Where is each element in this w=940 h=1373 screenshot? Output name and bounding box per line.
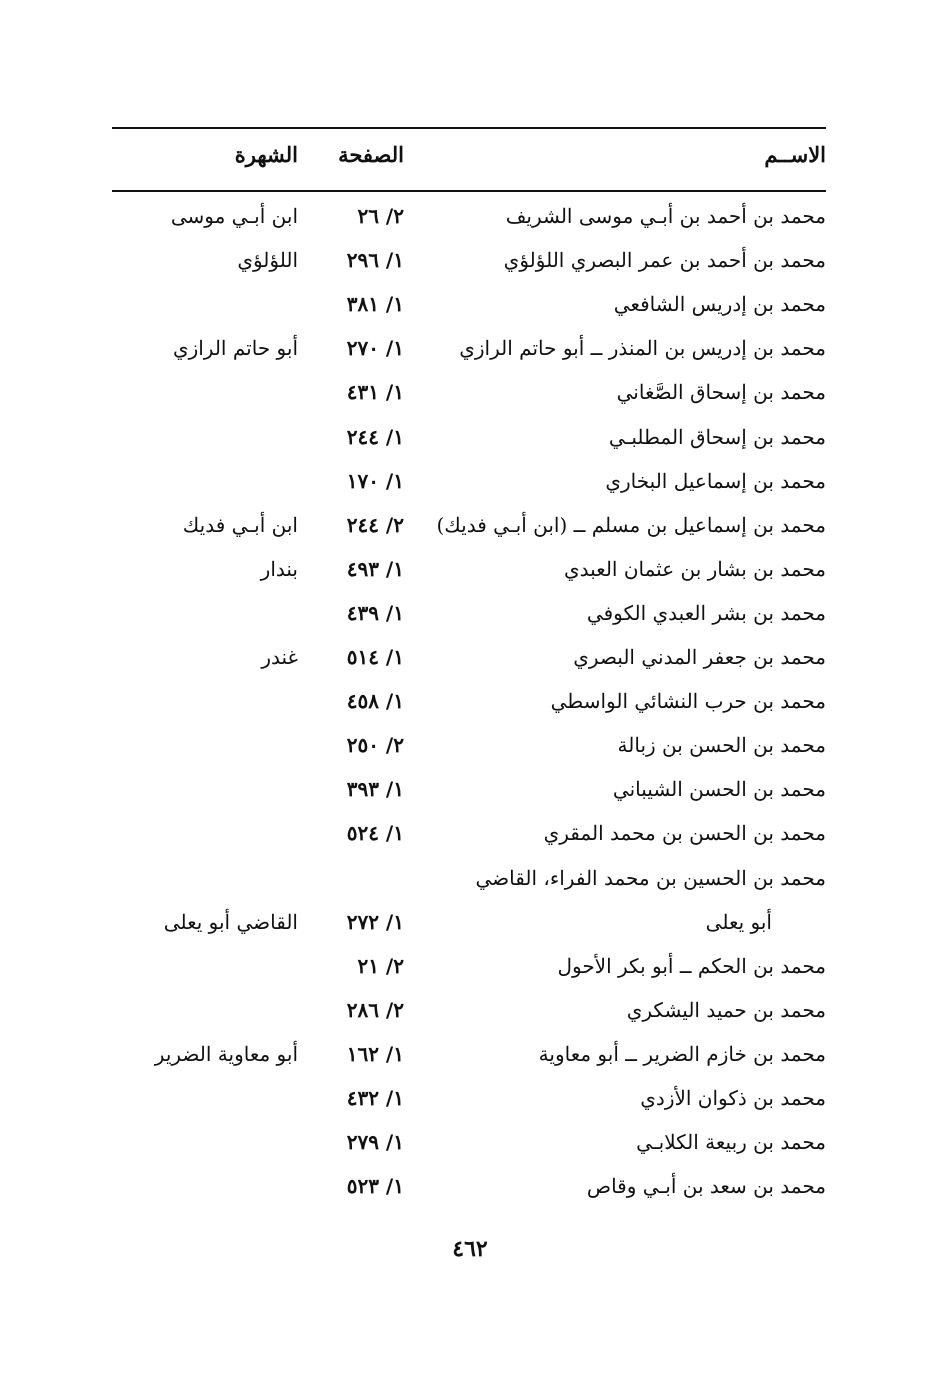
table-row — [0, 860, 940, 900]
table-row — [0, 1124, 940, 1164]
entry-page: ٢/ ٢٦ — [357, 204, 404, 228]
entry-name: محمد بن ربيعة الكلابـي — [636, 1130, 826, 1155]
entry-page: ١/ ٢٤٤ — [346, 424, 404, 449]
entry-name: محمد بن إدريس الشافعي — [613, 292, 826, 317]
entry-name: محمد بن ذكوان الأزدي — [640, 1086, 826, 1110]
entry-page: ١/ ٢٧٩ — [346, 1130, 404, 1155]
header-fame: الشهرة — [234, 142, 298, 167]
table-top-rule — [112, 127, 826, 129]
table-header-rule — [112, 190, 826, 192]
table-row — [0, 904, 940, 944]
entry-page: ٢/ ٢١ — [357, 953, 404, 978]
entry-name: محمد بن بشر العبدي الكوفي — [586, 600, 826, 625]
table-row — [0, 1036, 940, 1076]
entry-name: محمد بن الحسين بن محمد الفراء، القاضي — [475, 865, 826, 890]
table-row — [0, 198, 940, 238]
entry-fame: القاضي أبو يعلى — [163, 909, 298, 934]
entry-name: محمد بن حرب النشائي الواسطي — [550, 689, 826, 714]
entry-fame: أبو معاوية الضرير — [154, 1041, 298, 1066]
table-row — [0, 595, 940, 635]
entry-fame: اللؤلؤي — [237, 248, 298, 273]
entry-name: محمد بن إسماعيل البخاري — [605, 468, 826, 493]
table-row — [0, 286, 940, 326]
entry-name: محمد بن إسحاق الصَّغاني — [616, 380, 826, 405]
entry-page: ١/ ٤٩٣ — [346, 556, 404, 581]
table-row — [0, 551, 940, 591]
table-row — [0, 463, 940, 503]
entry-page: ١/ ٢٩٦ — [346, 248, 404, 273]
entry-page: ١/ ٤٥٨ — [346, 689, 404, 714]
entry-name: محمد بن أحمد بن أبـي موسى الشريف — [505, 204, 826, 228]
table-row — [0, 771, 940, 811]
entry-page: ١/ ٢٧٠ — [346, 336, 404, 361]
header-name: الاســم — [764, 142, 826, 167]
entry-page: ١/ ٢٧٢ — [346, 909, 404, 934]
table-row — [0, 1080, 940, 1120]
entry-name: محمد بن حميد اليشكري — [626, 997, 826, 1022]
header-page: الصفحة — [338, 142, 404, 167]
entry-fame: بندار — [260, 556, 298, 581]
table-row — [0, 815, 940, 855]
entry-name: محمد بن أحمد بن عمر البصري اللؤلؤي — [503, 248, 826, 273]
entry-page: ١/ ٤٣٢ — [346, 1086, 404, 1110]
entry-page: ٢/ ٢٤٤ — [346, 512, 404, 537]
table-row — [0, 242, 940, 282]
table-row — [0, 419, 940, 459]
entry-name: محمد بن الحسن بن محمد المقري — [543, 821, 826, 846]
entry-name: أبو يعلى — [705, 909, 772, 934]
entry-fame: ابن أبـي موسى — [170, 204, 298, 228]
entry-page: ١/ ١٦٢ — [346, 1041, 404, 1066]
entry-name: محمد بن خازم الضرير ــ أبو معاوية — [538, 1041, 826, 1066]
entry-page: ١/ ١٧٠ — [346, 468, 404, 493]
entry-page: ١/ ٥٢٤ — [346, 821, 404, 846]
entry-name: محمد بن الحسن بن زبالة — [617, 733, 826, 758]
entry-name: محمد بن جعفر المدني البصري — [573, 645, 826, 669]
entry-fame: ابن أبـي فديك — [182, 512, 298, 537]
entry-name: محمد بن سعد بن أبـي وقاص — [586, 1174, 826, 1199]
entry-fame: أبو حاتم الرازي — [172, 336, 298, 361]
entry-name: محمد بن إسحاق المطلبـي — [608, 424, 826, 449]
table-row — [0, 330, 940, 370]
entry-name: محمد بن الحكم ــ أبو بكر الأحول — [557, 953, 826, 978]
entry-page: ١/ ٤٣١ — [346, 380, 404, 405]
entry-page: ١/ ٥١٤ — [346, 645, 404, 669]
entry-page: ١/ ٣٨١ — [346, 292, 404, 317]
table-row — [0, 992, 940, 1032]
entry-name: محمد بن إدريس بن المنذر ــ أبو حاتم الرازي — [459, 336, 826, 361]
entry-page: ١/ ٣٩٣ — [346, 777, 404, 802]
table-row — [0, 727, 940, 767]
table-header — [0, 138, 940, 178]
entry-page: ١/ ٤٣٩ — [346, 600, 404, 625]
entry-fame: غندر — [261, 645, 298, 669]
entry-page: ٢/ ٢٥٠ — [346, 733, 404, 758]
table-row — [0, 1168, 940, 1208]
entry-name: محمد بن الحسن الشيباني — [612, 777, 826, 802]
entry-name: محمد بن إسماعيل بن مسلم ــ (ابن أبـي فديك) — [436, 512, 826, 537]
page-number: ٤٦٢ — [452, 1236, 488, 1262]
entry-page: ١/ ٥٢٣ — [346, 1174, 404, 1199]
table-row — [0, 507, 940, 547]
entry-page: ٢/ ٢٨٦ — [346, 997, 404, 1022]
table-row — [0, 948, 940, 988]
table-row — [0, 374, 940, 414]
table-row — [0, 639, 940, 679]
table-row — [0, 683, 940, 723]
entry-name: محمد بن بشار بن عثمان العبدي — [563, 556, 826, 581]
